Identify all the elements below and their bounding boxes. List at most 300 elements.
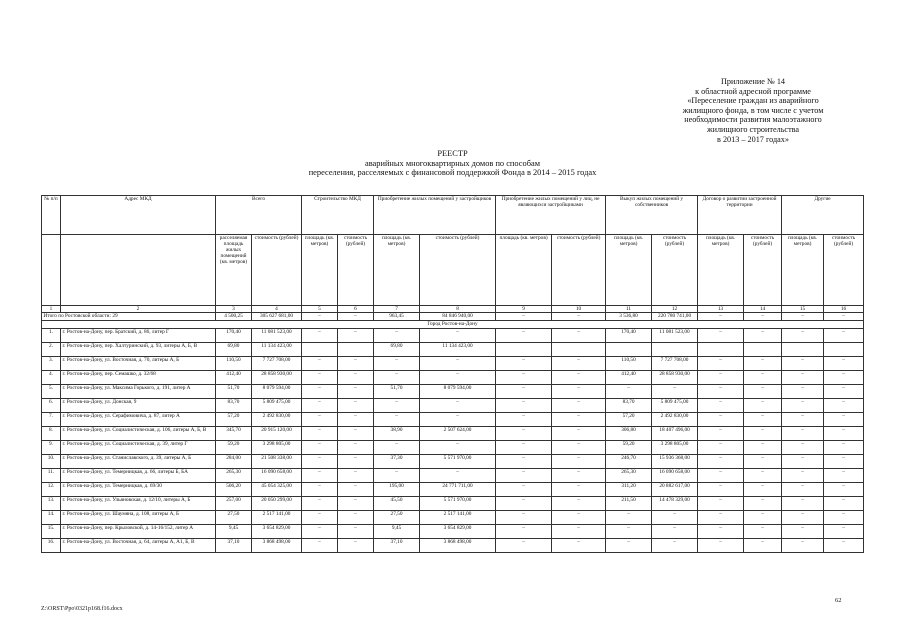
- row-cell: –: [374, 441, 420, 455]
- row-cell: 5 809 475,00: [252, 399, 302, 413]
- row-address: г. Ростов-на-Дону, ул. Социалистическая, д. 39, литер Г: [61, 441, 216, 455]
- row-cell: [824, 343, 864, 357]
- row-address: г. Ростов-на-Дону, пер. Братский, д. 86, литер Г: [61, 329, 216, 343]
- table-row: [42, 385, 864, 399]
- row-cell: –: [698, 371, 744, 385]
- table-row: [42, 413, 864, 427]
- row-number: 7.: [42, 413, 61, 427]
- header-total: Всего: [216, 196, 302, 235]
- row-cell: –: [782, 329, 824, 343]
- row-cell: 37,10: [216, 539, 252, 553]
- document-title: [0, 149, 905, 178]
- column-number: 1: [42, 306, 61, 313]
- row-cell: 284,00: [216, 455, 252, 469]
- total-cell: –: [824, 313, 864, 321]
- row-cell: –: [698, 497, 744, 511]
- appendix-note: [643, 77, 863, 144]
- row-cell: [606, 343, 652, 357]
- row-cell: –: [374, 469, 420, 483]
- row-cell: –: [496, 399, 552, 413]
- row-cell: 170,40: [216, 329, 252, 343]
- row-cell: [698, 343, 744, 357]
- row-cell: –: [302, 455, 338, 469]
- row-cell: –: [782, 371, 824, 385]
- row-cell: –: [338, 511, 374, 525]
- row-cell: 59,20: [216, 441, 252, 455]
- row-cell: 2 517 141,00: [420, 511, 496, 525]
- column-number: 5: [302, 306, 338, 313]
- table-row: [42, 455, 864, 469]
- row-cell: –: [652, 525, 698, 539]
- row-cell: –: [302, 413, 338, 427]
- subheader-cell: стоимость (рублей): [552, 235, 606, 306]
- row-cell: –: [420, 357, 496, 371]
- row-cell: 28 858 930,00: [652, 371, 698, 385]
- city-label: Город Ростов-на-Дону: [42, 321, 864, 329]
- row-cell: –: [374, 371, 420, 385]
- row-number: 12.: [42, 483, 61, 497]
- subheader-cell: стоимость (рублей): [252, 235, 302, 306]
- row-cell: 51,70: [374, 385, 420, 399]
- row-number: 16.: [42, 539, 61, 553]
- row-cell: –: [782, 539, 824, 553]
- row-cell: –: [552, 371, 606, 385]
- row-cell: –: [496, 483, 552, 497]
- row-cell: –: [338, 427, 374, 441]
- row-cell: –: [824, 413, 864, 427]
- row-cell: –: [302, 427, 338, 441]
- row-cell: 265,30: [606, 469, 652, 483]
- row-cell: –: [496, 497, 552, 511]
- row-cell: –: [338, 413, 374, 427]
- row-cell: 20 882 617,00: [652, 483, 698, 497]
- row-cell: –: [338, 469, 374, 483]
- row-cell: –: [552, 483, 606, 497]
- column-number: 13: [698, 306, 744, 313]
- total-cell: –: [698, 313, 744, 321]
- row-cell: [496, 343, 552, 357]
- row-cell: 3 298 805,00: [652, 441, 698, 455]
- row-cell: [552, 343, 606, 357]
- row-cell: –: [782, 399, 824, 413]
- row-cell: 11 081 523,00: [252, 329, 302, 343]
- row-cell: –: [338, 455, 374, 469]
- row-cell: 311,20: [606, 483, 652, 497]
- row-cell: –: [338, 539, 374, 553]
- row-number: 15.: [42, 525, 61, 539]
- row-cell: –: [824, 371, 864, 385]
- row-address: г. Ростов-на-Дону, ул. Максима Горького, д. 191, литер А: [61, 385, 216, 399]
- page-number: 62: [835, 597, 842, 604]
- subheader-cell: площадь (кв. метров): [782, 235, 824, 306]
- row-cell: –: [302, 329, 338, 343]
- row-address: г. Ростов-на-Дону, ул. Донская, 9: [61, 399, 216, 413]
- row-cell: –: [606, 525, 652, 539]
- row-cell: 257,00: [216, 497, 252, 511]
- row-cell: –: [302, 497, 338, 511]
- row-cell: –: [338, 385, 374, 399]
- total-cell: –: [782, 313, 824, 321]
- row-cell: 14 478 329,00: [652, 497, 698, 511]
- row-cell: 7 727 708,00: [652, 357, 698, 371]
- row-cell: –: [552, 469, 606, 483]
- row-address: г. Ростов-на-Дону, ул. Темерницкая, д. 66, литеры Б, БА: [61, 469, 216, 483]
- row-cell: –: [496, 427, 552, 441]
- table-row: [42, 469, 864, 483]
- title-line: РЕЕСТР: [437, 149, 468, 158]
- row-cell: –: [698, 539, 744, 553]
- row-cell: –: [782, 525, 824, 539]
- row-cell: [652, 343, 698, 357]
- row-cell: –: [824, 399, 864, 413]
- total-cell: –: [496, 313, 552, 321]
- row-cell: –: [338, 329, 374, 343]
- subheader-cell: площадь (кв. метров): [374, 235, 420, 306]
- row-cell: 59,20: [606, 441, 652, 455]
- column-number: 10: [552, 306, 606, 313]
- row-cell: 45 054 325,00: [252, 483, 302, 497]
- row-cell: –: [744, 441, 782, 455]
- row-cell: –: [552, 357, 606, 371]
- title-line: аварийных многоквартирных домов по способам: [365, 158, 540, 168]
- row-cell: 37,30: [374, 455, 420, 469]
- row-address: г. Ростов-на-Дону, ул. Социалистическая, д. 106, литеры А, Б, В: [61, 427, 216, 441]
- row-cell: –: [782, 357, 824, 371]
- row-cell: 5 571 970,00: [420, 455, 496, 469]
- row-cell: –: [782, 469, 824, 483]
- row-cell: 5 571 970,00: [420, 497, 496, 511]
- row-cell: –: [420, 329, 496, 343]
- row-cell: –: [824, 427, 864, 441]
- row-cell: 11 134 423,00: [252, 343, 302, 357]
- row-cell: –: [420, 441, 496, 455]
- table-row: [42, 525, 864, 539]
- row-number: 4.: [42, 371, 61, 385]
- row-cell: –: [496, 329, 552, 343]
- row-address: г. Ростов-на-Дону, ул. Станиславского, д. 39, литеры А, Б: [61, 455, 216, 469]
- row-cell: –: [552, 441, 606, 455]
- table-row: [42, 329, 864, 343]
- row-cell: 57,20: [216, 413, 252, 427]
- row-cell: 20 050 299,00: [252, 497, 302, 511]
- row-cell: –: [302, 511, 338, 525]
- row-cell: 51,70: [216, 385, 252, 399]
- row-cell: –: [552, 455, 606, 469]
- header-build: Строительство МКД: [302, 196, 374, 235]
- row-cell: 3 868 498,00: [420, 539, 496, 553]
- row-cell: [782, 343, 824, 357]
- file-path: Z:\ORST\Ppo\0321p168.f16.docx: [41, 606, 123, 612]
- row-cell: –: [744, 455, 782, 469]
- subheader-empty: [42, 235, 61, 306]
- row-cell: –: [698, 385, 744, 399]
- table-row: [42, 511, 864, 525]
- row-cell: –: [824, 455, 864, 469]
- total-row: [42, 313, 864, 321]
- appendix-line: жилищного строительства: [706, 124, 800, 134]
- row-cell: 27,50: [216, 511, 252, 525]
- row-cell: –: [744, 483, 782, 497]
- row-cell: –: [374, 329, 420, 343]
- column-number: 9: [496, 306, 552, 313]
- row-cell: –: [420, 371, 496, 385]
- row-cell: 5 809 475,00: [652, 399, 698, 413]
- row-cell: –: [496, 385, 552, 399]
- row-cell: –: [496, 357, 552, 371]
- row-cell: 21 508 338,00: [252, 455, 302, 469]
- subheader-cell: стоимость (рублей): [652, 235, 698, 306]
- row-cell: –: [552, 385, 606, 399]
- row-cell: 110,50: [216, 357, 252, 371]
- row-cell: 18 407 496,00: [652, 427, 698, 441]
- row-cell: –: [698, 455, 744, 469]
- row-cell: –: [552, 329, 606, 343]
- row-cell: 412,40: [216, 371, 252, 385]
- row-cell: –: [824, 441, 864, 455]
- row-cell: 3 654 829,00: [420, 525, 496, 539]
- row-cell: –: [782, 455, 824, 469]
- row-cell: –: [698, 441, 744, 455]
- row-cell: –: [420, 469, 496, 483]
- row-cell: –: [824, 539, 864, 553]
- row-cell: –: [496, 469, 552, 483]
- row-cell: –: [782, 497, 824, 511]
- row-cell: 37,10: [374, 539, 420, 553]
- header-contract: Договор о развитии застроенной территории: [698, 196, 782, 235]
- row-cell: –: [302, 483, 338, 497]
- row-cell: 45,50: [374, 497, 420, 511]
- appendix-line: к областной адресной программе: [695, 86, 811, 96]
- table-row: [42, 371, 864, 385]
- row-cell: –: [652, 385, 698, 399]
- row-cell: 211,50: [606, 497, 652, 511]
- row-cell: –: [302, 357, 338, 371]
- row-cell: 69,80: [216, 343, 252, 357]
- row-cell: –: [338, 441, 374, 455]
- total-cell: 963,45: [374, 313, 420, 321]
- title-line: переселения, расселяемых с финансовой поддержкой Фонда в 2014 – 2015 годах: [308, 168, 597, 178]
- registry-table: [41, 195, 864, 553]
- appendix-line: необходимости развития малоэтажного: [684, 115, 822, 125]
- row-cell: –: [782, 441, 824, 455]
- row-cell: –: [744, 469, 782, 483]
- row-cell: –: [552, 511, 606, 525]
- row-cell: –: [302, 441, 338, 455]
- row-address: г. Ростов-на-Дону, ул. Восточная, д. 70, литеры А, Б: [61, 357, 216, 371]
- appendix-line: жилищного фонда, в том числе с учетом: [682, 105, 824, 115]
- header-other: Другие: [782, 196, 864, 235]
- row-cell: 345,70: [216, 427, 252, 441]
- column-number: 7: [374, 306, 420, 313]
- row-number: 8.: [42, 427, 61, 441]
- row-cell: 28 858 930,00: [252, 371, 302, 385]
- row-cell: –: [824, 469, 864, 483]
- total-cell: –: [302, 313, 338, 321]
- appendix-line: в 2013 – 2017 годах»: [717, 134, 789, 144]
- row-cell: –: [606, 385, 652, 399]
- row-cell: –: [302, 525, 338, 539]
- column-number-row: [42, 306, 864, 313]
- row-cell: –: [824, 483, 864, 497]
- total-cell: 84 846 940,00: [420, 313, 496, 321]
- row-cell: –: [496, 371, 552, 385]
- row-number: 5.: [42, 385, 61, 399]
- row-cell: 8 079 594,00: [252, 385, 302, 399]
- row-cell: –: [824, 385, 864, 399]
- row-cell: –: [374, 357, 420, 371]
- row-cell: –: [698, 357, 744, 371]
- row-cell: –: [744, 329, 782, 343]
- row-address: г. Ростов-на-Дону, пер. Семашко, д. 32/68: [61, 371, 216, 385]
- subheader-cell: стоимость (рублей): [420, 235, 496, 306]
- total-cell: 220 780 741,00: [652, 313, 698, 321]
- row-cell: –: [552, 539, 606, 553]
- table-row: [42, 441, 864, 455]
- column-number: 6: [338, 306, 374, 313]
- row-cell: –: [698, 329, 744, 343]
- row-cell: [744, 343, 782, 357]
- row-cell: –: [338, 371, 374, 385]
- row-cell: –: [374, 413, 420, 427]
- row-cell: –: [698, 427, 744, 441]
- row-cell: –: [606, 539, 652, 553]
- header-acq-nondev: Приобретение жилых помещений у лиц, не являющихся застройщиками: [496, 196, 606, 235]
- row-cell: –: [552, 399, 606, 413]
- row-cell: –: [552, 497, 606, 511]
- row-cell: 83,70: [606, 399, 652, 413]
- column-number: 11: [606, 306, 652, 313]
- subheader-cell: расселяемая площадь жилых помещений (кв. метров): [216, 235, 252, 306]
- row-cell: 506,20: [216, 483, 252, 497]
- row-cell: –: [782, 483, 824, 497]
- row-cell: 69,80: [374, 343, 420, 357]
- row-cell: 246,70: [606, 455, 652, 469]
- row-cell: –: [698, 413, 744, 427]
- row-cell: –: [744, 385, 782, 399]
- row-address: г. Ростов-на-Дону, ул. Темерницкая, д. 69/30: [61, 483, 216, 497]
- row-number: 1.: [42, 329, 61, 343]
- row-number: 11.: [42, 469, 61, 483]
- row-cell: –: [698, 511, 744, 525]
- column-number: 3: [216, 306, 252, 313]
- row-number: 9.: [42, 441, 61, 455]
- row-cell: –: [744, 413, 782, 427]
- row-cell: –: [374, 399, 420, 413]
- table-row: [42, 497, 864, 511]
- row-cell: [338, 343, 374, 357]
- column-number: 15: [782, 306, 824, 313]
- total-cell: 3 536,80: [606, 313, 652, 321]
- column-number: 4: [252, 306, 302, 313]
- row-cell: –: [744, 497, 782, 511]
- row-number: 13.: [42, 497, 61, 511]
- row-number: 14.: [42, 511, 61, 525]
- subheader-cell: площадь (кв. метров): [698, 235, 744, 306]
- row-cell: –: [496, 441, 552, 455]
- header-address: Адрес МКД: [61, 196, 216, 235]
- row-cell: –: [698, 399, 744, 413]
- row-cell: –: [338, 525, 374, 539]
- total-cell: –: [744, 313, 782, 321]
- row-address: г. Ростов-на-Дону, ул. Ульяновская, д. 12/10, литеры А, Б: [61, 497, 216, 511]
- subheader-cell: стоимость (рублей): [744, 235, 782, 306]
- row-cell: –: [782, 427, 824, 441]
- row-cell: –: [302, 371, 338, 385]
- row-cell: –: [782, 413, 824, 427]
- row-cell: –: [552, 427, 606, 441]
- table-row: [42, 539, 864, 553]
- row-cell: –: [824, 357, 864, 371]
- row-cell: –: [496, 525, 552, 539]
- subheader-cell: стоимость (рублей): [824, 235, 864, 306]
- row-cell: –: [744, 427, 782, 441]
- row-cell: –: [606, 511, 652, 525]
- column-number: 2: [61, 306, 216, 313]
- row-cell: 3 654 829,00: [252, 525, 302, 539]
- row-cell: –: [302, 385, 338, 399]
- row-cell: 3 868 498,00: [252, 539, 302, 553]
- row-cell: 2 492 830,00: [252, 413, 302, 427]
- subheader-cell: площадь (кв. метров): [302, 235, 338, 306]
- total-label: Итого по Ростовской области: 29: [42, 313, 216, 321]
- subheader-cell: площадь (кв. метров): [606, 235, 652, 306]
- row-cell: –: [698, 483, 744, 497]
- header-buyout: Выкуп жилых помещений у собственников: [606, 196, 698, 235]
- row-cell: –: [652, 511, 698, 525]
- table-row: [42, 483, 864, 497]
- header-acq-dev: Приобретение жилых помещений у застройщиков: [374, 196, 496, 235]
- row-cell: [302, 343, 338, 357]
- row-cell: 8 079 594,00: [420, 385, 496, 399]
- subheader-cell: площадь (кв. метров): [496, 235, 552, 306]
- row-cell: –: [824, 511, 864, 525]
- row-cell: 7 727 708,00: [252, 357, 302, 371]
- row-cell: 27,50: [374, 511, 420, 525]
- row-cell: 9,45: [216, 525, 252, 539]
- row-number: 2.: [42, 343, 61, 357]
- row-cell: –: [744, 525, 782, 539]
- row-cell: 57,20: [606, 413, 652, 427]
- row-cell: 265,30: [216, 469, 252, 483]
- row-cell: –: [824, 497, 864, 511]
- row-cell: –: [744, 357, 782, 371]
- row-cell: 38,90: [374, 427, 420, 441]
- row-cell: –: [824, 329, 864, 343]
- table-row: [42, 357, 864, 371]
- row-cell: 16 090 658,00: [252, 469, 302, 483]
- row-cell: 11 134 423,00: [420, 343, 496, 357]
- table-header-row: [42, 196, 864, 235]
- row-number: 10.: [42, 455, 61, 469]
- column-number: 16: [824, 306, 864, 313]
- row-cell: –: [652, 539, 698, 553]
- row-cell: –: [782, 511, 824, 525]
- row-cell: –: [496, 455, 552, 469]
- subheader-cell: стоимость (рублей): [338, 235, 374, 306]
- row-cell: 2 517 141,00: [252, 511, 302, 525]
- row-cell: –: [496, 539, 552, 553]
- column-number: 8: [420, 306, 496, 313]
- row-cell: –: [338, 483, 374, 497]
- row-cell: 83,70: [216, 399, 252, 413]
- row-cell: 195,00: [374, 483, 420, 497]
- city-row: [42, 321, 864, 329]
- row-number: 6.: [42, 399, 61, 413]
- column-number: 14: [744, 306, 782, 313]
- row-address: г. Ростов-на-Дону, ул. Восточная, д. 64, литеры А, А1, Б, В: [61, 539, 216, 553]
- row-cell: 412,40: [606, 371, 652, 385]
- row-cell: –: [744, 511, 782, 525]
